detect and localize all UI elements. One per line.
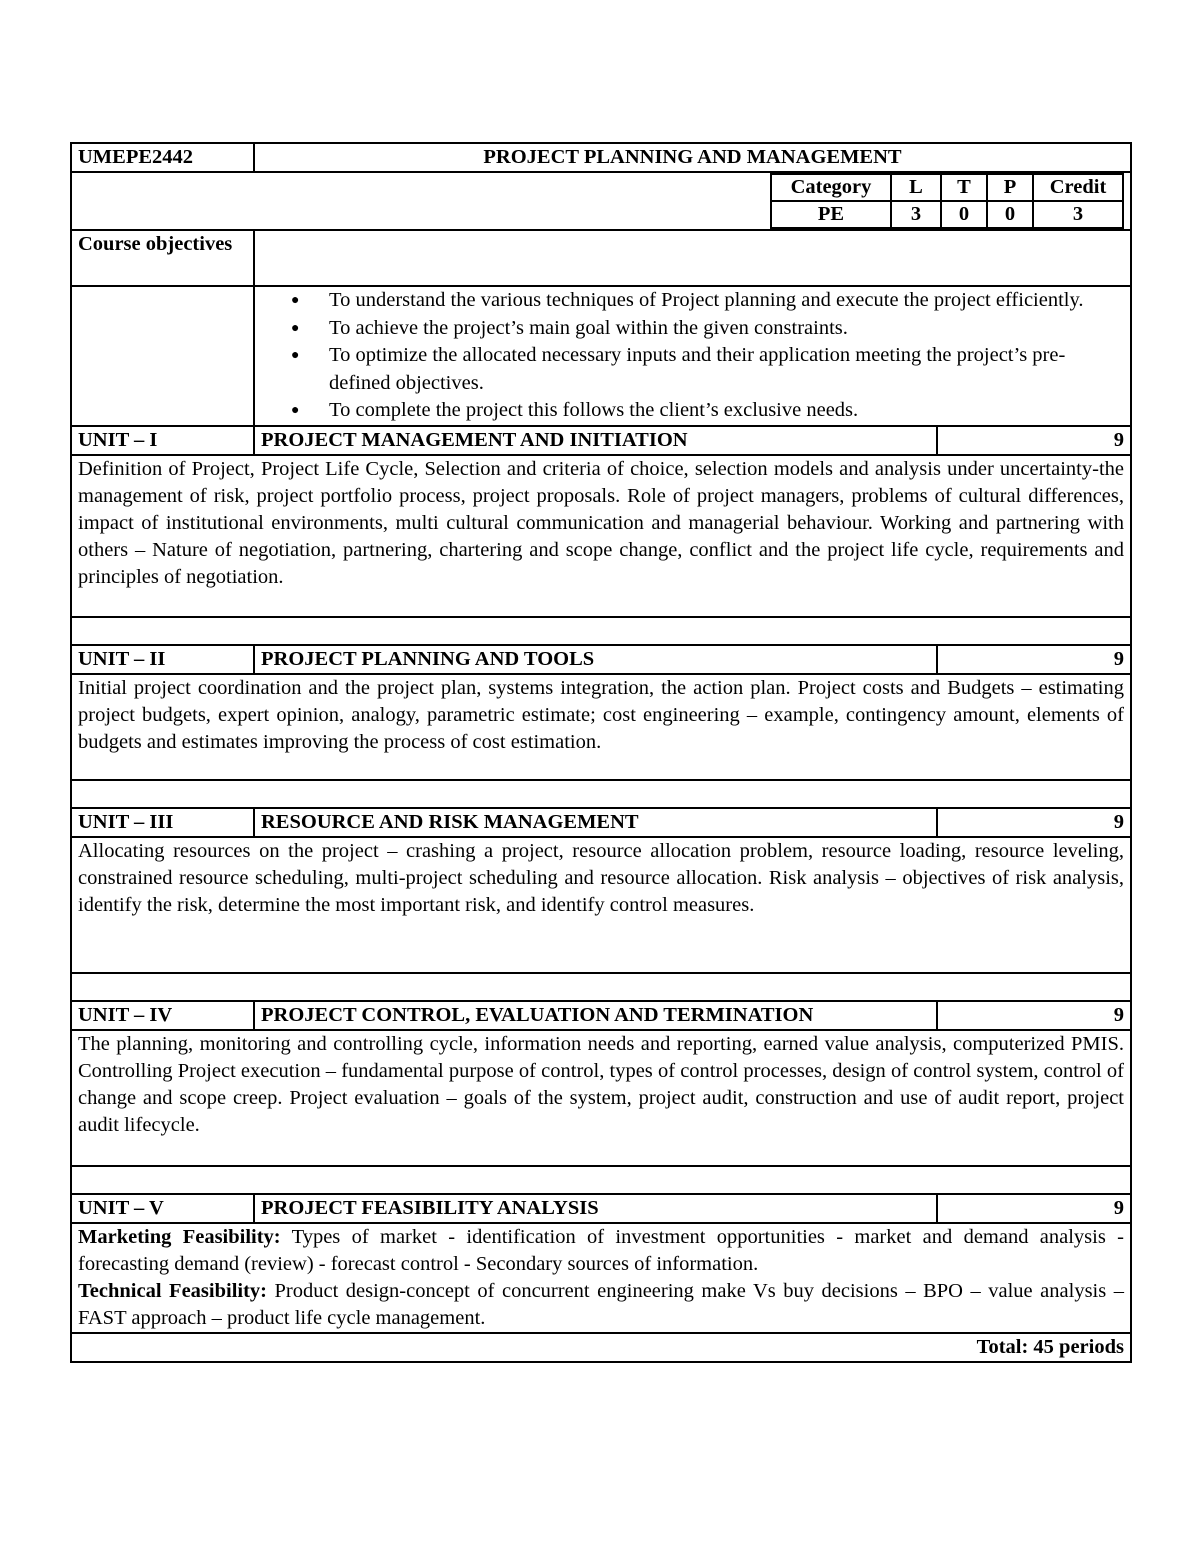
unit-content-row: [71, 1030, 1131, 1166]
unit-title: RESOURCE AND RISK MANAGEMENT: [254, 808, 937, 837]
objective-item: ● To optimize the allocated necessary inputs and their application meeting the project’s pre-defined objectives.: [329, 342, 1110, 397]
feasibility-heading: Technical Feasibility:: [78, 1279, 267, 1302]
objectives-cell: [254, 286, 1131, 426]
unit-header-row: [71, 808, 1131, 837]
ltpc-value-l: 3: [891, 201, 941, 228]
ltpc-value-t: 0: [941, 201, 987, 228]
spacer-row: [71, 1166, 1131, 1194]
unit-title: PROJECT FEASIBILITY ANALYSIS: [254, 1194, 937, 1223]
unit-content: Allocating resources on the project – crashing a project, resource allocation problem, resource loading, resource leveling, constrained resource scheduling, multi-project scheduling and resource allocation. Risk analysis – objectives of risk analysis, identify the risk, determine the most important risk, and identify control measures.: [71, 837, 1131, 973]
course-header-row: [71, 143, 1131, 172]
course-code: UMEPE2442: [71, 143, 254, 172]
unit-hours: 9: [937, 1001, 1131, 1030]
unit-content-row: [71, 837, 1131, 973]
feasibility-text: Types of market - identification of investment opportunities - market and demand analysis - forecasting demand (review) - forecast control - Secondary sources of information.: [78, 1225, 1124, 1275]
total-periods: Total: 45 periods: [71, 1333, 1131, 1362]
feasibility-paragraph: [78, 1278, 1124, 1332]
unit-header-row: [71, 426, 1131, 455]
feasibility-heading: Marketing Feasibility:: [78, 1225, 281, 1248]
objectives-label: Course objectives: [71, 230, 254, 286]
unit-label: UNIT – I: [71, 426, 254, 455]
spacer-row: [71, 617, 1131, 645]
ltpc-cell: [71, 172, 1131, 230]
unit-label: UNIT – V: [71, 1194, 254, 1223]
unit-label: UNIT – II: [71, 645, 254, 674]
unit-title: PROJECT CONTROL, EVALUATION AND TERMINATION: [254, 1001, 937, 1030]
unit-hours: 9: [937, 1194, 1131, 1223]
ltpc-header-category: Category: [771, 174, 891, 201]
unit-title: PROJECT MANAGEMENT AND INITIATION: [254, 426, 937, 455]
unit-content-row: [71, 455, 1131, 617]
unit-label: UNIT – III: [71, 808, 254, 837]
ltpc-table: [770, 173, 1124, 229]
ltpc-header-l: L: [891, 174, 941, 201]
unit-content: The planning, monitoring and controlling cycle, information needs and reporting, earned value analysis, computerized PMIS. Controlling Project execution – fundamental purpose of control, types of control processes, design of control system, control of change and scope creep. Project evaluation – goals of the system, project audit, construction and use of audit report, project audit lifecycle.: [71, 1030, 1131, 1166]
objectives-empty-cell: [254, 230, 1131, 286]
feasibility-paragraph: [78, 1224, 1124, 1278]
unit-header-row: [71, 645, 1131, 674]
unit-header-row: [71, 1194, 1131, 1223]
objective-item: ● To understand the various techniques of Project planning and execute the project efficiently.: [329, 287, 1110, 315]
unit-content: [71, 1223, 1131, 1333]
course-title: PROJECT PLANNING AND MANAGEMENT: [254, 143, 1131, 172]
ltpc-header-credit: Credit: [1033, 174, 1123, 201]
objectives-list-row: [71, 286, 1131, 426]
unit-header-row: [71, 1001, 1131, 1030]
ltpc-header-t: T: [941, 174, 987, 201]
spacer-row: [71, 973, 1131, 1001]
total-row: [71, 1333, 1131, 1362]
unit-hours: 9: [937, 645, 1131, 674]
ltpc-row: [71, 172, 1131, 230]
unit-content-row: [71, 1223, 1131, 1333]
ltpc-value-p: 0: [987, 201, 1033, 228]
unit-content: Initial project coordination and the project plan, systems integration, the action plan. Project costs and Budgets – estimating project budgets, expert opinion, analogy, parametric estimate; cost engineering – example, contingency amount, elements of budgets and estimates improving the process of cost estimation.: [71, 674, 1131, 780]
unit-content: Definition of Project, Project Life Cycle, Selection and criteria of choice, selection models and analysis under uncertainty-the management of risk, project portfolio process, project proposals. Role of project managers, problems of cultural differences, impact of institutional environments, multi cultural communication and managerial behaviour. Working and partnering with others – Nature of negotiation, partnering, chartering and scope change, conflict and the project life cycle, requirements and principles of negotiation.: [71, 455, 1131, 617]
objective-item: ● To achieve the project’s main goal within the given constraints.: [329, 315, 1110, 343]
ltpc-value-credit: 3: [1033, 201, 1123, 228]
unit-content-row: [71, 674, 1131, 780]
ltpc-value-category: PE: [771, 201, 891, 228]
objectives-list: [255, 287, 1110, 425]
unit-hours: 9: [937, 808, 1131, 837]
syllabus-table: [70, 142, 1132, 1363]
unit-hours: 9: [937, 426, 1131, 455]
objectives-label-row: [71, 230, 1131, 286]
feasibility-text: Product design-concept of concurrent engineering make Vs buy decisions – BPO – value analysis – FAST approach – product life cycle management.: [78, 1279, 1124, 1329]
objective-item: ● To complete the project this follows the client’s exclusive needs.: [329, 397, 1110, 425]
objectives-blank-cell: [71, 286, 254, 426]
spacer-row: [71, 780, 1131, 808]
unit-title: PROJECT PLANNING AND TOOLS: [254, 645, 937, 674]
ltpc-header-p: P: [987, 174, 1033, 201]
unit-label: UNIT – IV: [71, 1001, 254, 1030]
